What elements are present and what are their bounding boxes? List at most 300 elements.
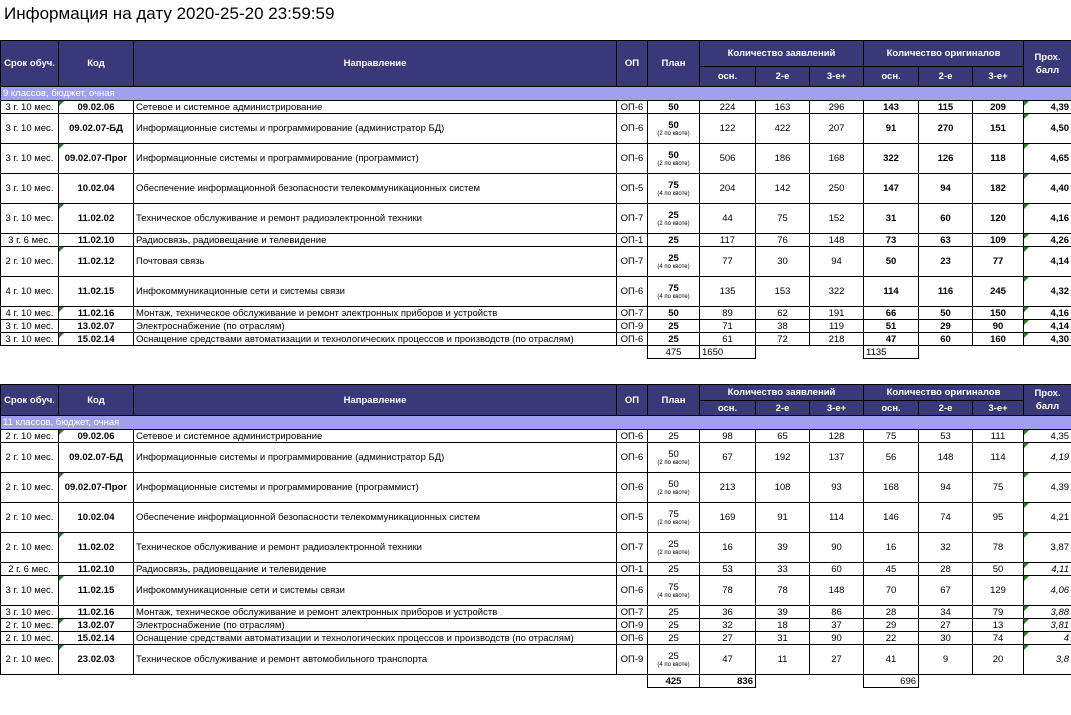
plan-value: 25 [668, 619, 679, 631]
cell-apps-a1: 89 [700, 307, 756, 320]
table-11-classes [0, 384, 1071, 688]
col-direction: Направление [134, 41, 617, 87]
table-row [1, 576, 1071, 606]
cell-op: ОП-6 [617, 101, 648, 114]
plan-value: 25 [668, 650, 679, 662]
cell-apps-a1: 213 [700, 473, 756, 503]
cell-orig-o2: 67 [919, 576, 973, 606]
cell-orig-o1: 147 [864, 174, 919, 204]
cell-orig-o3: 160 [973, 333, 1024, 346]
cell-apps-a1: 224 [700, 101, 756, 114]
col-applications: Количество заявлений [700, 41, 864, 67]
section-label: 9 классов, бюджет, очная [1, 87, 1071, 101]
cell-apps-a3: 90 [810, 533, 864, 563]
cell-direction: Обеспечение информационной безопасности телекоммуникационных систем [134, 174, 617, 204]
cell-orig-o3: 245 [973, 277, 1024, 307]
cell-apps-a1: 71 [700, 320, 756, 333]
cell-orig-o1: 51 [864, 320, 919, 333]
total-applications: 836 [700, 675, 756, 688]
cell-orig-o1: 22 [864, 632, 919, 645]
cell-apps-a1: 77 [700, 247, 756, 277]
cell-term: 3 г. 10 мес. [1, 576, 59, 606]
cell-code: 11.02.02 [59, 204, 134, 234]
cell-term: 3 г. 10 мес. [1, 101, 59, 114]
cell-orig-o1: 28 [864, 606, 919, 619]
cell-plan [648, 533, 700, 563]
quota-note: (2 по квоте) [657, 160, 690, 167]
cell-apps-a3: 114 [810, 503, 864, 533]
plan-value: 25 [668, 209, 679, 221]
cell-score: 4,50 [1024, 114, 1071, 144]
plan-value: 50 [668, 307, 679, 319]
cell-direction: Монтаж, техническое обслуживание и ремонт электронных приборов и устройств [134, 606, 617, 619]
cell-direction: Техническое обслуживание и ремонт автомобильного транспорта [134, 645, 617, 675]
plan-value: 25 [668, 563, 679, 575]
cell-term: 4 г. 10 мес. [1, 307, 59, 320]
plan-value: 25 [668, 252, 679, 264]
cell-apps-a2: 192 [756, 443, 810, 473]
cell-plan [648, 503, 700, 533]
cell-apps-a1: 67 [700, 443, 756, 473]
cell-code: 23.02.03 [59, 645, 134, 675]
table-row [1, 619, 1071, 632]
cell-code: 13.02.07 [59, 619, 134, 632]
cell-op: ОП-6 [617, 576, 648, 606]
cell-plan [648, 333, 700, 346]
cell-op: ОП-6 [617, 430, 648, 443]
cell-score: 4,21 [1024, 503, 1071, 533]
cell-orig-o1: 143 [864, 101, 919, 114]
col-originals: Количество оригиналов [864, 385, 1024, 401]
col-apps-third: 3-е+ [810, 401, 864, 416]
cell-term: 2 г. 10 мес. [1, 632, 59, 645]
cell-score: 4,32 [1024, 277, 1071, 307]
cell-term: 3 г. 10 мес. [1, 320, 59, 333]
cell-term: 2 г. 10 мес. [1, 619, 59, 632]
cell-direction: Электроснабжение (по отраслям) [134, 320, 617, 333]
total-plan: 475 [648, 346, 700, 359]
cell-code: 10.02.04 [59, 503, 134, 533]
plan-value: 50 [668, 101, 679, 113]
cell-code: 11.02.16 [59, 606, 134, 619]
col-op: ОП [617, 41, 648, 87]
cell-op: ОП-5 [617, 174, 648, 204]
cell-apps-a3: 168 [810, 144, 864, 174]
cell-direction: Техническое обслуживание и ремонт радиоэлектронной техники [134, 533, 617, 563]
cell-term: 2 г. 10 мес. [1, 503, 59, 533]
cell-code: 15.02.14 [59, 632, 134, 645]
cell-orig-o3: 50 [973, 563, 1024, 576]
cell-apps-a3: 60 [810, 563, 864, 576]
cell-direction: Электроснабжение (по отраслям) [134, 619, 617, 632]
cell-orig-o2: 28 [919, 563, 973, 576]
cell-direction: Информационные системы и программирование (администратор БД) [134, 114, 617, 144]
cell-apps-a1: 27 [700, 632, 756, 645]
cell-direction: Почтовая связь [134, 247, 617, 277]
cell-apps-a3: 119 [810, 320, 864, 333]
quota-note: (4 по квоте) [657, 592, 690, 599]
cell-plan [648, 174, 700, 204]
plan-value: 25 [668, 606, 679, 618]
cell-score: 3,88 [1024, 606, 1071, 619]
plan-value: 50 [668, 448, 679, 460]
cell-apps-a3: 86 [810, 606, 864, 619]
col-code: Код [59, 385, 134, 416]
col-orig-third: 3-е+ [973, 401, 1024, 416]
cell-apps-a2: 163 [756, 101, 810, 114]
cell-apps-a1: 32 [700, 619, 756, 632]
cell-orig-o3: 209 [973, 101, 1024, 114]
cell-score: 4,40 [1024, 174, 1071, 204]
table-row [1, 645, 1071, 675]
cell-plan [648, 247, 700, 277]
cell-apps-a3: 218 [810, 333, 864, 346]
section-label: 11 классов, бюджет, очная [1, 416, 1071, 430]
cell-plan [648, 645, 700, 675]
cell-term: 4 г. 10 мес. [1, 277, 59, 307]
cell-op: ОП-9 [617, 645, 648, 675]
cell-plan [648, 307, 700, 320]
cell-code: 09.02.07-Прог [59, 144, 134, 174]
col-orig-second: 2-е [919, 401, 973, 416]
col-term: Срок обуч. [1, 385, 59, 416]
cell-orig-o1: 56 [864, 443, 919, 473]
cell-apps-a2: 65 [756, 430, 810, 443]
table-row [1, 443, 1071, 473]
total-applications: 1650 [700, 346, 756, 359]
cell-direction: Инфокоммуникационные сети и системы связи [134, 576, 617, 606]
cell-apps-a1: 78 [700, 576, 756, 606]
cell-orig-o3: 114 [973, 443, 1024, 473]
cell-code: 11.02.15 [59, 277, 134, 307]
cell-orig-o3: 20 [973, 645, 1024, 675]
cell-apps-a1: 16 [700, 533, 756, 563]
cell-orig-o2: 27 [919, 619, 973, 632]
cell-orig-o2: 9 [919, 645, 973, 675]
cell-apps-a3: 191 [810, 307, 864, 320]
col-code: Код [59, 41, 134, 87]
col-orig-second: 2-е [919, 67, 973, 87]
total-originals: 1135 [864, 346, 919, 359]
cell-score: 4,30 [1024, 333, 1071, 346]
table-row [1, 307, 1071, 320]
cell-op: ОП-6 [617, 114, 648, 144]
cell-apps-a2: 33 [756, 563, 810, 576]
cell-orig-o1: 75 [864, 430, 919, 443]
cell-apps-a2: 78 [756, 576, 810, 606]
plan-value: 25 [668, 632, 679, 644]
plan-value: 75 [668, 179, 679, 191]
quota-note: (4 по квоте) [657, 293, 690, 300]
plan-value: 25 [668, 234, 679, 246]
cell-term: 3 г. 6 мес. [1, 234, 59, 247]
cell-apps-a3: 207 [810, 114, 864, 144]
cell-orig-o2: 34 [919, 606, 973, 619]
col-applications: Количество заявлений [700, 385, 864, 401]
cell-orig-o1: 50 [864, 247, 919, 277]
cell-op: ОП-7 [617, 247, 648, 277]
cell-orig-o2: 270 [919, 114, 973, 144]
cell-score: 4,65 [1024, 144, 1071, 174]
cell-plan [648, 563, 700, 576]
cell-orig-o3: 109 [973, 234, 1024, 247]
table-row [1, 204, 1071, 234]
cell-op: ОП-6 [617, 144, 648, 174]
cell-op: ОП-7 [617, 533, 648, 563]
plan-value: 25 [668, 320, 679, 332]
cell-apps-a3: 148 [810, 576, 864, 606]
cell-term: 2 г. 10 мес. [1, 533, 59, 563]
cell-apps-a1: 98 [700, 430, 756, 443]
cell-apps-a2: 31 [756, 632, 810, 645]
cell-orig-o3: 77 [973, 247, 1024, 277]
cell-orig-o2: 23 [919, 247, 973, 277]
cell-op: ОП-6 [617, 277, 648, 307]
cell-plan [648, 320, 700, 333]
cell-code: 11.02.16 [59, 307, 134, 320]
cell-orig-o2: 74 [919, 503, 973, 533]
cell-term: 3 г. 10 мес. [1, 174, 59, 204]
col-plan: План [648, 385, 700, 416]
cell-term: 3 г. 10 мес. [1, 114, 59, 144]
cell-code: 11.02.12 [59, 247, 134, 277]
plan-value: 75 [668, 581, 679, 593]
cell-orig-o2: 60 [919, 204, 973, 234]
cell-apps-a3: 296 [810, 101, 864, 114]
cell-term: 2 г. 10 мес. [1, 473, 59, 503]
cell-apps-a2: 18 [756, 619, 810, 632]
quota-note: (2 по квоте) [657, 489, 690, 496]
cell-orig-o1: 73 [864, 234, 919, 247]
cell-score: 4,11 [1024, 563, 1071, 576]
plan-value: 25 [668, 538, 679, 550]
cell-code: 10.02.04 [59, 174, 134, 204]
cell-plan [648, 606, 700, 619]
cell-orig-o3: 118 [973, 144, 1024, 174]
plan-value: 25 [668, 333, 679, 345]
table-row [1, 606, 1071, 619]
cell-orig-o3: 151 [973, 114, 1024, 144]
cell-apps-a1: 53 [700, 563, 756, 576]
cell-score: 4,35 [1024, 430, 1071, 443]
cell-term: 3 г. 10 мес. [1, 144, 59, 174]
table-9-classes [0, 40, 1071, 359]
col-passing: Прох. балл [1024, 41, 1071, 87]
cell-op: ОП-9 [617, 619, 648, 632]
col-apps-main: осн. [700, 67, 756, 87]
plan-value: 75 [668, 282, 679, 294]
cell-direction: Сетевое и системное администрирование [134, 101, 617, 114]
cell-term: 2 г. 10 мес. [1, 443, 59, 473]
table-row [1, 563, 1071, 576]
cell-apps-a1: 169 [700, 503, 756, 533]
cell-orig-o2: 29 [919, 320, 973, 333]
cell-code: 13.02.07 [59, 320, 134, 333]
cell-term: 2 г. 10 мес. [1, 645, 59, 675]
cell-code: 11.02.15 [59, 576, 134, 606]
cell-orig-o2: 63 [919, 234, 973, 247]
cell-orig-o1: 114 [864, 277, 919, 307]
quota-note: (2 по квоте) [657, 220, 690, 227]
cell-apps-a2: 153 [756, 277, 810, 307]
cell-apps-a3: 322 [810, 277, 864, 307]
cell-plan [648, 443, 700, 473]
cell-orig-o1: 322 [864, 144, 919, 174]
cell-score: 4,26 [1024, 234, 1071, 247]
quota-note: (2 по квоте) [657, 549, 690, 556]
cell-orig-o2: 50 [919, 307, 973, 320]
total-plan: 425 [648, 675, 700, 688]
plan-value: 25 [668, 430, 679, 442]
cell-op: ОП-1 [617, 234, 648, 247]
cell-orig-o2: 60 [919, 333, 973, 346]
cell-apps-a2: 422 [756, 114, 810, 144]
cell-term: 3 г. 10 мес. [1, 333, 59, 346]
cell-score: 4,39 [1024, 101, 1071, 114]
table-row [1, 320, 1071, 333]
cell-apps-a3: 94 [810, 247, 864, 277]
col-apps-main: осн. [700, 401, 756, 416]
col-orig-third: 3-е+ [973, 67, 1024, 87]
cell-direction: Информационные системы и программирование (программист) [134, 473, 617, 503]
cell-orig-o3: 79 [973, 606, 1024, 619]
cell-orig-o2: 115 [919, 101, 973, 114]
cell-op: ОП-6 [617, 473, 648, 503]
cell-orig-o3: 95 [973, 503, 1024, 533]
col-apps-second: 2-е [756, 401, 810, 416]
cell-direction: Радиосвязь, радиовещание и телевидение [134, 563, 617, 576]
quota-note: (4 по квоте) [657, 190, 690, 197]
plan-value: 50 [668, 119, 679, 131]
quota-note: (2 по квоте) [657, 459, 690, 466]
cell-apps-a3: 93 [810, 473, 864, 503]
cell-apps-a1: 36 [700, 606, 756, 619]
cell-score: 4,16 [1024, 204, 1071, 234]
cell-orig-o2: 94 [919, 473, 973, 503]
cell-score: 3,81 [1024, 619, 1071, 632]
cell-code: 11.02.02 [59, 533, 134, 563]
cell-direction: Монтаж, техническое обслуживание и ремонт электронных приборов и устройств [134, 307, 617, 320]
cell-direction: Оснащение средствами автоматизации и технологических процессов и производств (по отраслям) [134, 333, 617, 346]
cell-orig-o3: 182 [973, 174, 1024, 204]
cell-apps-a2: 186 [756, 144, 810, 174]
cell-direction: Инфокоммуникационные сети и системы связи [134, 277, 617, 307]
table-row [1, 533, 1071, 563]
cell-score: 4,06 [1024, 576, 1071, 606]
table-row [1, 101, 1071, 114]
cell-score: 4,19 [1024, 443, 1071, 473]
cell-orig-o2: 116 [919, 277, 973, 307]
cell-apps-a2: 39 [756, 606, 810, 619]
cell-orig-o1: 168 [864, 473, 919, 503]
cell-plan [648, 576, 700, 606]
plan-value: 50 [668, 478, 679, 490]
cell-apps-a2: 38 [756, 320, 810, 333]
cell-orig-o1: 31 [864, 204, 919, 234]
cell-apps-a3: 27 [810, 645, 864, 675]
table-row [1, 234, 1071, 247]
cell-op: ОП-7 [617, 606, 648, 619]
cell-apps-a2: 30 [756, 247, 810, 277]
cell-direction: Оснащение средствами автоматизации и технологических процессов и производств (по отраслям) [134, 632, 617, 645]
table-row [1, 473, 1071, 503]
cell-code: 09.02.07-БД [59, 114, 134, 144]
cell-orig-o2: 53 [919, 430, 973, 443]
cell-apps-a2: 11 [756, 645, 810, 675]
table-row [1, 277, 1071, 307]
cell-orig-o1: 66 [864, 307, 919, 320]
cell-apps-a3: 37 [810, 619, 864, 632]
total-originals: 696 [864, 675, 919, 688]
cell-direction: Информационные системы и программирование (программист) [134, 144, 617, 174]
cell-code: 09.02.06 [59, 430, 134, 443]
col-orig-main: осн. [864, 67, 919, 87]
cell-code: 15.02.14 [59, 333, 134, 346]
cell-orig-o1: 29 [864, 619, 919, 632]
cell-direction: Техническое обслуживание и ремонт радиоэлектронной техники [134, 204, 617, 234]
cell-plan [648, 619, 700, 632]
cell-apps-a2: 75 [756, 204, 810, 234]
cell-op: ОП-5 [617, 503, 648, 533]
cell-orig-o3: 129 [973, 576, 1024, 606]
col-apps-second: 2-е [756, 67, 810, 87]
cell-code: 11.02.10 [59, 563, 134, 576]
col-term: Срок обуч. [1, 41, 59, 87]
cell-orig-o3: 75 [973, 473, 1024, 503]
cell-apps-a3: 152 [810, 204, 864, 234]
quota-note: (4 по квоте) [657, 263, 690, 270]
cell-apps-a1: 204 [700, 174, 756, 204]
cell-orig-o3: 111 [973, 430, 1024, 443]
cell-apps-a1: 506 [700, 144, 756, 174]
cell-apps-a2: 62 [756, 307, 810, 320]
cell-orig-o3: 90 [973, 320, 1024, 333]
cell-orig-o1: 16 [864, 533, 919, 563]
table-row [1, 333, 1071, 346]
table-row [1, 632, 1071, 645]
quota-note: (2 по квоте) [657, 519, 690, 526]
cell-apps-a3: 128 [810, 430, 864, 443]
cell-apps-a3: 250 [810, 174, 864, 204]
table-row [1, 174, 1071, 204]
cell-code: 09.02.06 [59, 101, 134, 114]
cell-score: 4,14 [1024, 247, 1071, 277]
table-row [1, 503, 1071, 533]
cell-orig-o3: 74 [973, 632, 1024, 645]
col-originals: Количество оригиналов [864, 41, 1024, 67]
cell-code: 11.02.10 [59, 234, 134, 247]
page-title: Информация на дату 2020-25-20 23:59:59 [4, 4, 335, 23]
cell-code: 09.02.07-БД [59, 443, 134, 473]
cell-apps-a2: 72 [756, 333, 810, 346]
col-plan: План [648, 41, 700, 87]
col-orig-main: осн. [864, 401, 919, 416]
cell-apps-a1: 47 [700, 645, 756, 675]
cell-plan [648, 204, 700, 234]
cell-plan [648, 101, 700, 114]
cell-orig-o3: 78 [973, 533, 1024, 563]
cell-orig-o3: 150 [973, 307, 1024, 320]
cell-apps-a3: 90 [810, 632, 864, 645]
cell-orig-o1: 91 [864, 114, 919, 144]
cell-term: 2 г. 10 мес. [1, 430, 59, 443]
cell-score: 3,87 [1024, 533, 1071, 563]
cell-apps-a2: 108 [756, 473, 810, 503]
cell-orig-o1: 146 [864, 503, 919, 533]
cell-apps-a1: 61 [700, 333, 756, 346]
cell-score: 4 [1024, 632, 1071, 645]
cell-direction: Информационные системы и программирование (администратор БД) [134, 443, 617, 473]
